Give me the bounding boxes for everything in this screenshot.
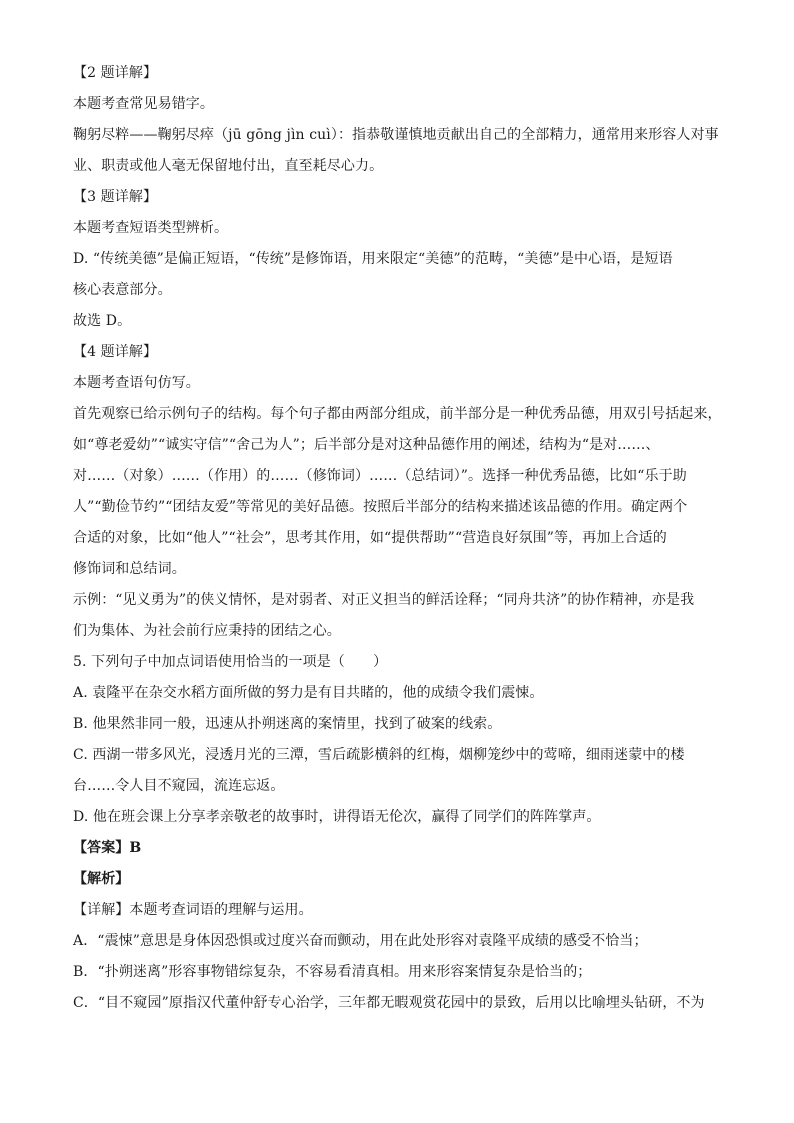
paragraph-line: 鞠躬尽粹——鞠躬尽瘁（jū gōng jìn cuì）：指恭敬谨慎地贡献出自己的全部精力，通常用来形容人对事 — [73, 127, 719, 143]
paragraph-line: 人”“勤俭节约”“团结友爱”等常见的美好品德。按照后半部分的结构来描述该品德的作用。确定两个 — [73, 499, 688, 515]
paragraph-line: 合适的对象，比如“他人”“社会”，思考其作用，如“提供帮助”“营造良好氛围”等，再加上合适的 — [73, 530, 667, 546]
paragraph-line: C．“目不窥园”原指汉代董仲舒专心治学，三年都无暇观赏花园中的景致，后用以比喻埋头钻研，不为 — [73, 995, 705, 1011]
paragraph-line: 业、职责或他人毫无保留地付出，直至耗尽心力。 — [73, 158, 384, 174]
section-heading-q2: 【2 题详解】 — [73, 65, 158, 81]
section-heading-q4: 【4 题详解】 — [73, 344, 158, 360]
answer-label: 【答案】B — [73, 840, 142, 856]
analysis-label: 【解析】 — [73, 871, 130, 887]
paragraph-line: 首先观察已给示例句子的结构。每个句子都由两部分组成，前半部分是一种优秀品德，用双引号括起来， — [73, 406, 722, 422]
paragraph-line: A．“震悚”意思是身体因恐惧或过度兴奋而颤动，用在此处形容对袁隆平成绩的感受不恰当； — [73, 933, 648, 949]
option-c-continued: 台……令人目不窥园，流连忘返。 — [73, 778, 285, 794]
paragraph-line: 对……（对象）……（作用）的……（修饰词）……（总结词）”。选择一种优秀品德，比如“乐于助 — [73, 468, 687, 484]
question-stem: 5. 下列句子中加点词语使用恰当的一项是（ ） — [73, 654, 388, 670]
option-b: B. 他果然非同一般，迅速从扑朔迷离的案情里，找到了破案的线索。 — [73, 716, 502, 732]
paragraph-line: 本题考查语句仿写。 — [73, 375, 200, 391]
paragraph-line: 【详解】本题考查词语的理解与运用。 — [73, 902, 313, 918]
option-c: C. 西湖一带多风光，浸透月光的三潭，雪后疏影横斜的红梅，烟柳笼纱中的莺啼，细雨迷蒙中的楼 — [73, 747, 685, 763]
paragraph-line: 本题考查短语类型辨析。 — [73, 220, 229, 236]
paragraph-line: 本题考查常见易错字。 — [73, 96, 214, 112]
paragraph-line: 如“尊老爱幼”“诚实守信”“舍己为人”；后半部分是对这种品德作用的阐述，结构为“是对……、 — [73, 437, 660, 453]
paragraph-line: 修饰词和总结词。 — [73, 561, 186, 577]
option-d: D. 他在班会课上分享孝亲敬老的故事时，讲得语无伦次，赢得了同学们的阵阵掌声。 — [73, 809, 601, 825]
paragraph-line: B．“扑朔迷离”形容事物错综复杂，不容易看清真相。用来形容案情复杂是恰当的； — [73, 964, 592, 980]
paragraph-line: 们为集体、为社会前行应秉持的团结之心。 — [73, 623, 341, 639]
document-page — [73, 58, 723, 1019]
option-a: A. 袁隆平在杂交水稻方面所做的努力是有目共睹的，他的成绩令我们震悚。 — [73, 685, 544, 701]
paragraph-line: D. “传统美德”是偏正短语，“传统”是修饰语，用来限定“美德”的范畴，“美德”是中心语，是短语 — [73, 251, 673, 267]
paragraph-line: 故选 D。 — [73, 313, 132, 329]
paragraph-line: 示例：“见义勇为”的侠义情怀，是对弱者、对正义担当的鲜活诠释；“同舟共济”的协作精神，亦是我 — [73, 592, 695, 608]
section-heading-q3: 【3 题详解】 — [73, 189, 158, 205]
paragraph-line: 核心表意部分。 — [73, 282, 172, 298]
